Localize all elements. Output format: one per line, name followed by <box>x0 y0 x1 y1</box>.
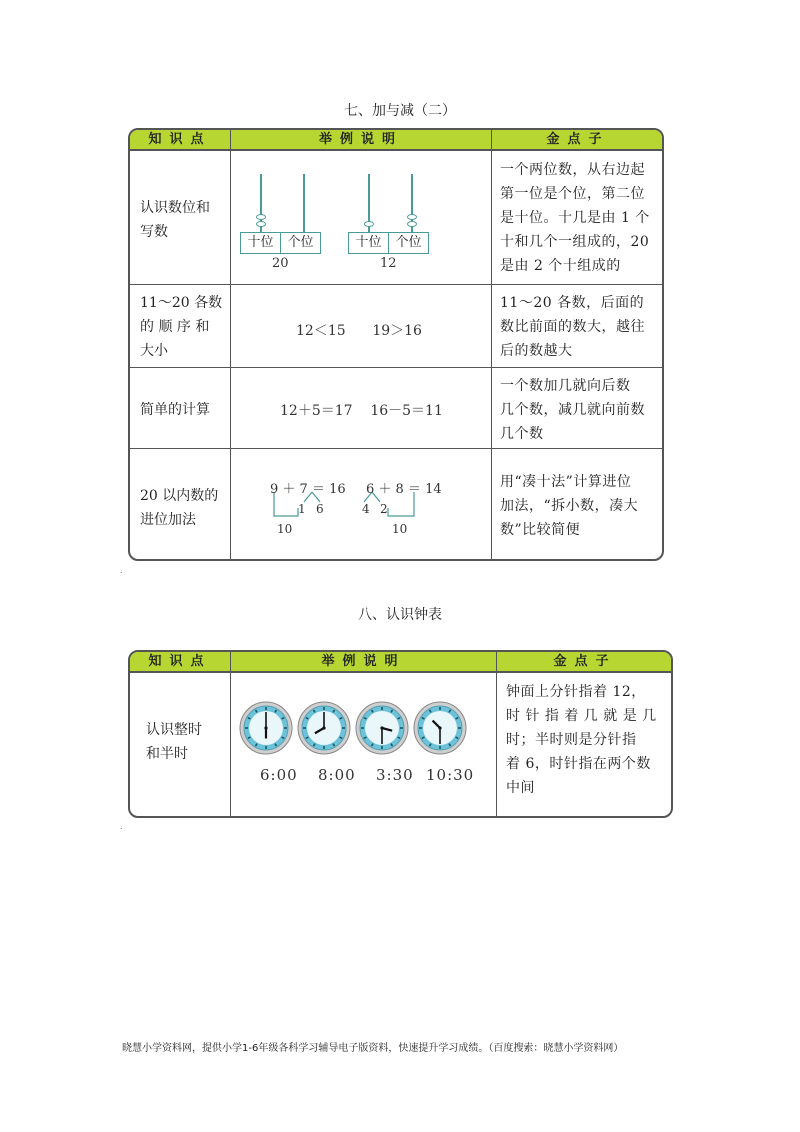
eq2-text: 6 ＋ 8 ＝ 14 <box>366 482 442 497</box>
eq1-split-b: 6 <box>316 502 324 516</box>
abacus-caption: 20 <box>272 256 289 271</box>
row3-topic: 简单的计算 <box>140 402 210 418</box>
section-2-title: 八、认识钟表 <box>358 607 442 623</box>
eq1-split-a: 1 <box>298 502 306 516</box>
row1-tip: 一个两位数，从右边起 第一位是个位，第二位 是十位。十几是由 1 个 十和几个一组成的，20 是由 2 个十组成的 <box>500 162 650 274</box>
eq1-sum: 10 <box>277 522 293 536</box>
row2-topic: 11～20 各数 的 顺 序 和 大小 <box>140 295 223 359</box>
clock-time: 10:30 <box>426 766 475 784</box>
clock-time: 3:30 <box>376 766 414 784</box>
table-header <box>130 652 671 673</box>
eq2-split-b: 2 <box>380 502 388 516</box>
eq1-text: 9 ＋ 7 ＝ 16 <box>270 482 346 497</box>
header-topic: 知识点 <box>148 132 212 147</box>
header-tip: 金点子 <box>546 132 610 147</box>
clock-face-icon <box>296 700 352 756</box>
clock-time: 8:00 <box>318 766 356 784</box>
eq2-sum: 10 <box>392 522 408 536</box>
knowledge-table-1 <box>128 128 664 561</box>
row2-example: 12＜15 19＞16 <box>296 323 422 339</box>
eq2-split-a: 4 <box>362 502 370 516</box>
header-tip: 金点子 <box>553 654 617 669</box>
row1-topic: 认识数位和 写数 <box>140 200 210 240</box>
clock-face-icon <box>238 700 294 756</box>
header-example: 举例说明 <box>318 132 403 147</box>
clock-face-icon <box>354 700 410 756</box>
knowledge-table-2 <box>128 650 673 818</box>
clock-time: 6:00 <box>260 766 298 784</box>
row4-topic: 20 以内数的 进位加法 <box>140 488 219 528</box>
abacus-caption: 12 <box>380 256 397 271</box>
header-example: 举例说明 <box>321 654 406 669</box>
header-topic: 知识点 <box>148 654 212 669</box>
row2-tip: 11～20 各数，后面的 数比前面的数大，越往 后的数越大 <box>500 295 645 359</box>
row3-tip: 一个数加几就向后数 几个数，减几就向前数 几个数 <box>500 378 645 442</box>
footer-note: 晓慧小学资料网，提供小学1-6年级各科学习辅导电子版资料，快速提升学习成绩。（百度搜索：晓慧小学资料网） <box>122 1043 624 1054</box>
row4-tip: 用“凑十法”计算进位 加法，“拆小数，凑大 数”比较简便 <box>500 474 639 538</box>
abacus-12: 十位 个位 12 <box>348 174 428 274</box>
abacus-20: 十位 个位 20 <box>240 174 320 274</box>
clock-tip: 钟面上分针指着 12， 时 针 指 着 几 就 是 几 时；半时则是分针指 着 6，时针指在两个数 中间 <box>506 684 657 796</box>
table-header <box>130 130 662 151</box>
clock-topic: 认识整时 和半时 <box>146 722 202 762</box>
section-1-title: 七、加与减（二） <box>344 103 456 119</box>
row3-example: 12＋5＝17 16－5＝11 <box>280 403 443 419</box>
clock-face-icon <box>412 700 468 756</box>
